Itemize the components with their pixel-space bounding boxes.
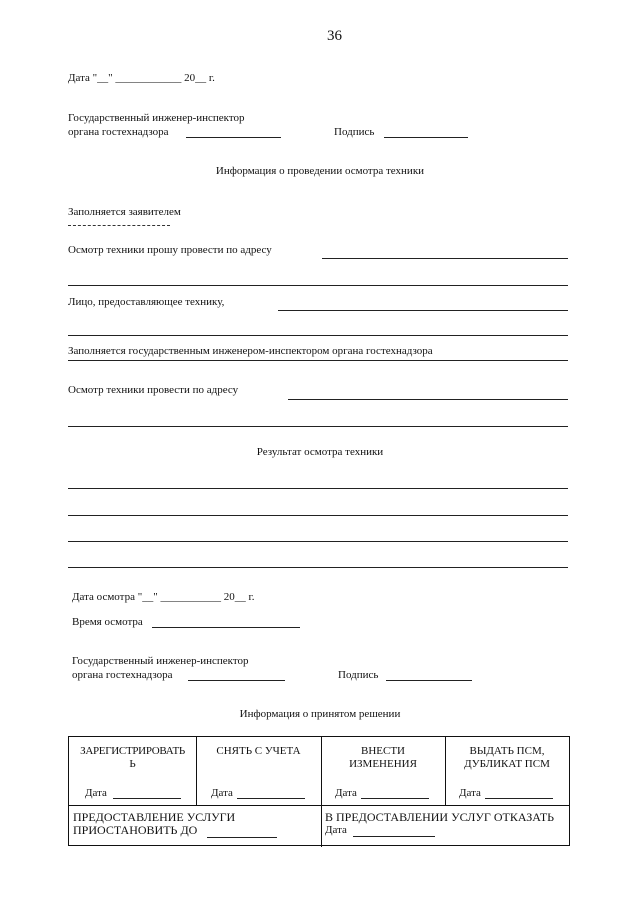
inspector-org-label: органа гостехнадзора xyxy=(68,126,169,138)
suspend-service-option[interactable] xyxy=(73,811,317,837)
register-date-field[interactable] xyxy=(113,798,181,799)
make-changes-label-2: ИЗМЕНЕНИЯ xyxy=(349,758,417,770)
signature2-field[interactable] xyxy=(386,680,472,681)
suspend-label-2: ПРИОСТАНОВИТЬ ДО xyxy=(73,823,198,837)
result-title: Результат осмотра техники xyxy=(256,446,384,458)
make-changes-date[interactable] xyxy=(335,787,357,800)
inspection-time-label: Время осмотра xyxy=(72,616,143,628)
person-providing-label: Лицо, предоставляющее технику, xyxy=(68,296,225,308)
result-line-4[interactable] xyxy=(68,567,568,568)
make-changes-date-field[interactable] xyxy=(361,798,429,799)
inspect-address-field-2[interactable] xyxy=(68,426,568,427)
inspection-address-field[interactable] xyxy=(322,258,568,259)
decision-title: Информация о принятом решении xyxy=(239,708,401,720)
register-label-wrap: Ь xyxy=(129,758,136,770)
inspector-fills-underline xyxy=(68,360,568,361)
section-title: Информация о проведении осмотра техники xyxy=(215,165,425,177)
signature-field[interactable] xyxy=(384,137,468,138)
make-changes-date-label: Дата xyxy=(335,787,357,799)
signature2-label: Подпись xyxy=(338,669,379,681)
inspect-at-address-label: Осмотр техники провести по адресу xyxy=(68,384,239,396)
inspect-address-field[interactable] xyxy=(288,399,568,400)
inspector-title: Государственный инженер-инспектор xyxy=(68,112,245,124)
inspection-request-label: Осмотр техники прошу провести по адресу xyxy=(68,244,272,256)
inspection-address-field-2[interactable] xyxy=(68,285,568,286)
issue-psm-label-1: ВЫДАТЬ ПСМ, xyxy=(469,745,545,757)
applicant-fills-heading: Заполняется заявителем xyxy=(68,206,181,218)
issue-psm-date[interactable] xyxy=(459,787,481,800)
inspection-time-field[interactable] xyxy=(152,627,300,628)
signature-label: Подпись xyxy=(334,126,375,138)
register-date[interactable] xyxy=(85,787,107,800)
result-line-1[interactable] xyxy=(68,488,568,489)
person-providing-field[interactable] xyxy=(278,310,568,311)
inspector-org-field[interactable] xyxy=(186,137,281,138)
make-changes-option[interactable] xyxy=(321,745,445,771)
inspector2-title: Государственный инженер-инспектор xyxy=(72,655,249,667)
inspector2-org-label: органа гостехнадзора xyxy=(72,669,173,681)
deregister-label: СНЯТЬ С УЧЕТА xyxy=(216,745,301,757)
inspection-date-line: Дата осмотра "__" ___________ 20__ г. xyxy=(72,591,255,603)
refuse-label: В ПРЕДОСТАВЛЕНИИ УСЛУГ ОТКАЗАТЬ xyxy=(325,810,555,824)
refuse-service-option[interactable] xyxy=(325,811,569,837)
result-line-2[interactable] xyxy=(68,515,568,516)
person-providing-field-2[interactable] xyxy=(68,335,568,336)
register-option[interactable] xyxy=(69,745,196,771)
suspend-date-field[interactable] xyxy=(207,837,277,838)
issue-psm-label-2: ДУБЛИКАТ ПСМ xyxy=(464,758,550,770)
issue-psm-date-label: Дата xyxy=(459,787,481,799)
make-changes-label-1: ВНЕСТИ xyxy=(361,745,405,757)
issue-psm-option[interactable] xyxy=(445,745,569,771)
inspector-fills-heading: Заполняется государственным инженером-инспектором органа гостехнадзора xyxy=(68,345,433,357)
deregister-date-label: Дата xyxy=(211,787,233,799)
register-date-label: Дата xyxy=(85,787,107,799)
page-number: 36 xyxy=(327,28,342,44)
date-line: Дата "__" ____________ 20__ г. xyxy=(68,72,215,84)
decision-table xyxy=(68,736,570,846)
suspend-label-1: ПРЕДОСТАВЛЕНИЕ УСЛУГИ xyxy=(73,810,236,824)
deregister-option[interactable] xyxy=(196,745,321,758)
deregister-date-field[interactable] xyxy=(237,798,305,799)
issue-psm-date-field[interactable] xyxy=(485,798,553,799)
applicant-underline xyxy=(68,225,170,226)
inspector2-org-field[interactable] xyxy=(188,680,285,681)
result-line-3[interactable] xyxy=(68,541,568,542)
refuse-date-label: Дата xyxy=(325,824,347,836)
register-label: ЗАРЕГИСТРИРОВАТЬ xyxy=(80,745,185,757)
refuse-date-field[interactable] xyxy=(353,836,435,837)
deregister-date[interactable] xyxy=(211,787,233,800)
